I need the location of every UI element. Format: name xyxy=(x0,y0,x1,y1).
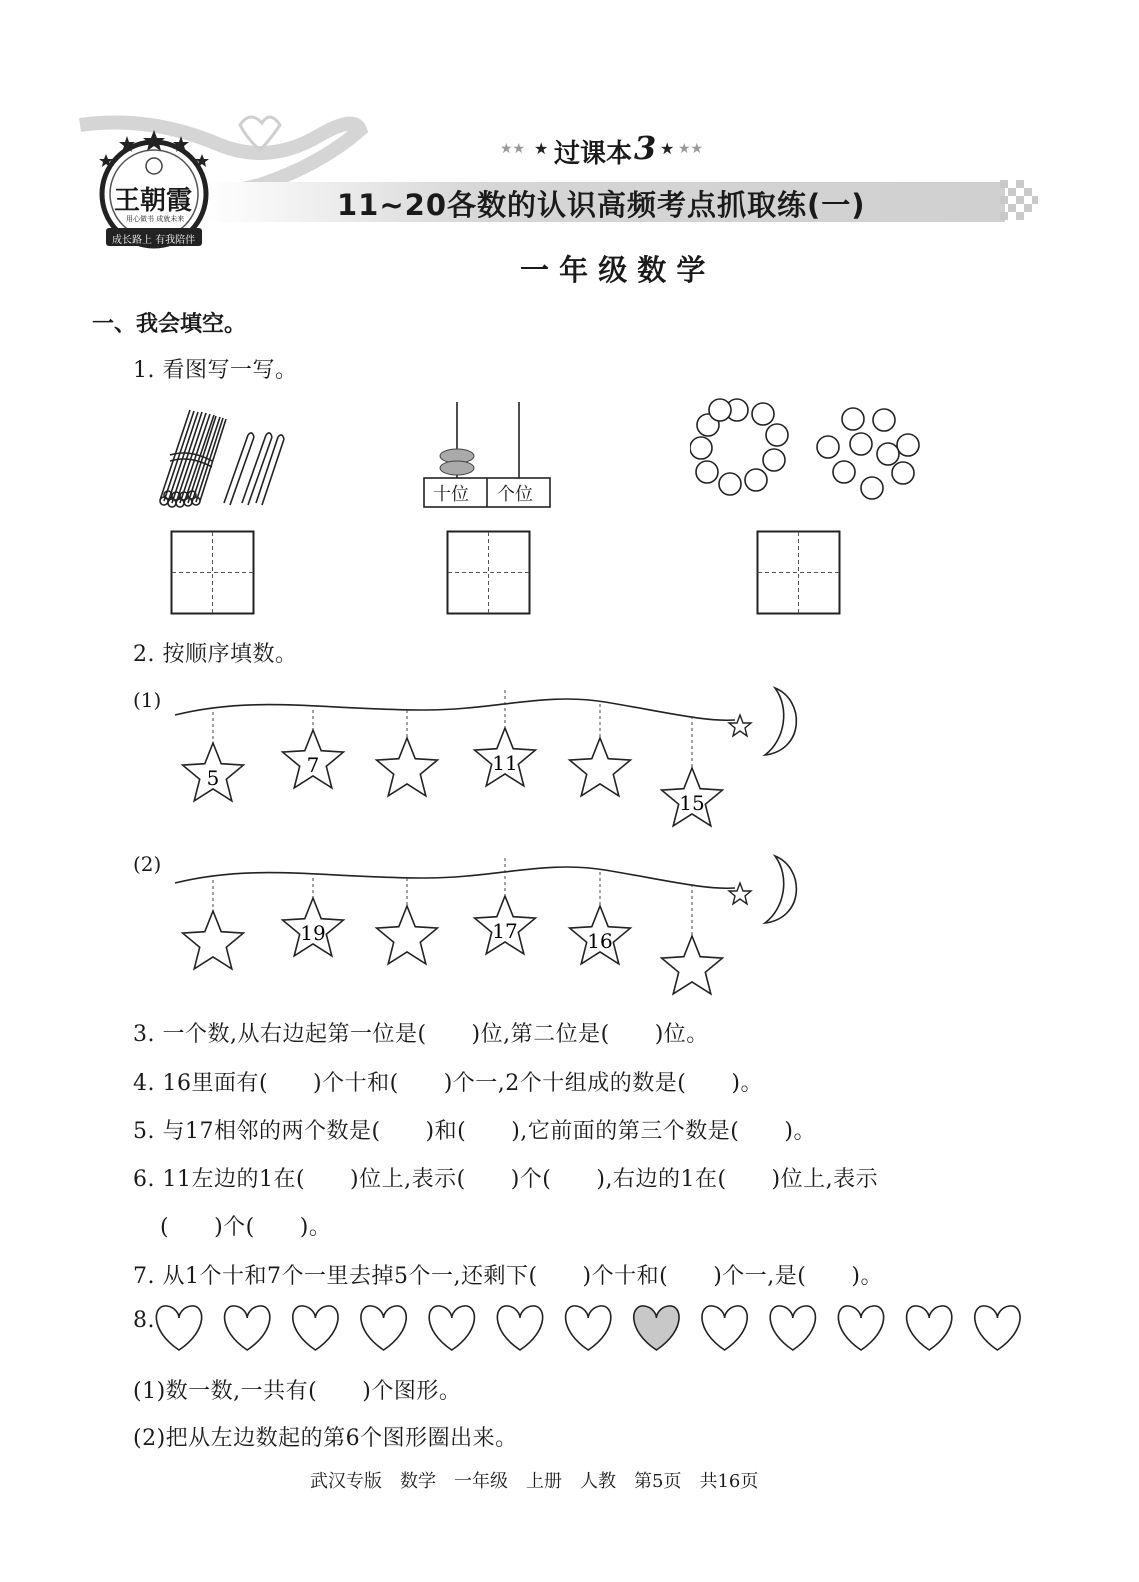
series-line xyxy=(500,129,750,169)
checker-decoration xyxy=(1000,180,1040,224)
question-8-sub-1: (1)数一数,一共有( )个图形。 xyxy=(133,1379,462,1404)
sequence-1-label: (1) xyxy=(133,688,162,712)
sticks-bundle-figure xyxy=(150,405,290,515)
heart[interactable] xyxy=(429,1306,474,1350)
star-string-1 xyxy=(165,680,805,840)
logo xyxy=(92,128,222,258)
series-number: 3 xyxy=(634,129,657,167)
star-shape[interactable] xyxy=(377,738,438,796)
star-number: 17 xyxy=(492,919,518,943)
star-number: 5 xyxy=(206,766,220,790)
question-2-label: 2. 按顺序填数。 xyxy=(133,642,298,667)
logo-small-text: 用心做书 成就未来 xyxy=(126,215,185,223)
heart[interactable] xyxy=(702,1306,747,1350)
logo-name: 王朝霞 xyxy=(114,186,193,216)
question-1-label: 1. 看图写一写。 xyxy=(133,358,298,383)
question-6-line-1: 6. 11左边的1在( )位上,表示( )个( ),右边的1在( )位上,表示 xyxy=(133,1167,879,1192)
star-number: 19 xyxy=(300,921,326,945)
heart[interactable] xyxy=(975,1306,1020,1350)
abacus-tens-label: 十位 xyxy=(433,484,469,505)
logo-slogan: 成长路上 有我陪伴 xyxy=(112,235,196,246)
heart[interactable] xyxy=(225,1306,270,1350)
heart-shaded[interactable] xyxy=(634,1306,679,1350)
page-footer: 武汉专版 数学 一年级 上册 人教 第5页 共16页 xyxy=(310,1471,759,1492)
star-number: 11 xyxy=(492,751,518,775)
question-7: 7. 从1个十和7个一里去掉5个一,还剩下( )个十和( )个一,是( )。 xyxy=(133,1264,883,1289)
heart[interactable] xyxy=(566,1306,611,1350)
sequence-2-label: (2) xyxy=(133,852,162,876)
star-shape[interactable] xyxy=(377,906,438,964)
star-icon: ★★ xyxy=(678,141,704,157)
page-title: 11~20各数的认识高频考点抓取练(一) xyxy=(337,188,866,222)
star-icon: ★ xyxy=(534,139,549,158)
star-number: 16 xyxy=(587,929,613,953)
page-subtitle: 一 年 级 数 学 xyxy=(520,253,706,287)
star-string-2 xyxy=(165,848,805,1008)
star-shape[interactable] xyxy=(570,738,631,796)
answer-grid[interactable] xyxy=(446,530,532,616)
question-8-sub-2: (2)把从左边数起的第6个图形圈出来。 xyxy=(133,1426,518,1451)
hearts-row xyxy=(155,1300,1035,1360)
question-5: 5. 与17相邻的两个数是( )和( ),它前面的第三个数是( )。 xyxy=(133,1119,816,1144)
star-shape[interactable] xyxy=(183,911,244,969)
answer-grid[interactable] xyxy=(170,530,256,616)
question-8-label: 8. xyxy=(133,1308,155,1333)
star-number: 7 xyxy=(306,753,320,777)
star-shape[interactable] xyxy=(662,936,723,994)
section-heading: 一、我会填空。 xyxy=(92,312,247,337)
heart[interactable] xyxy=(497,1306,542,1350)
star-number: 15 xyxy=(679,791,705,815)
heart[interactable] xyxy=(361,1306,406,1350)
heart[interactable] xyxy=(907,1306,952,1350)
heart[interactable] xyxy=(156,1306,201,1350)
heart[interactable] xyxy=(293,1306,338,1350)
star-icon: ★ xyxy=(660,139,675,158)
abacus-ones-label: 个位 xyxy=(497,484,533,505)
question-3: 3. 一个数,从右边起第一位是( )位,第二位是( )位。 xyxy=(133,1022,709,1047)
answer-grid[interactable] xyxy=(756,530,842,616)
series-label: 过课本 xyxy=(554,139,633,169)
heart[interactable] xyxy=(838,1306,883,1350)
heart[interactable] xyxy=(770,1306,815,1350)
star-icon: ★★ xyxy=(500,141,526,157)
question-6-line-2: ( )个( )。 xyxy=(160,1215,332,1240)
question-4: 4. 16里面有( )个十和( )个一,2个十组成的数是( )。 xyxy=(133,1071,763,1096)
circles-figure xyxy=(690,398,930,508)
